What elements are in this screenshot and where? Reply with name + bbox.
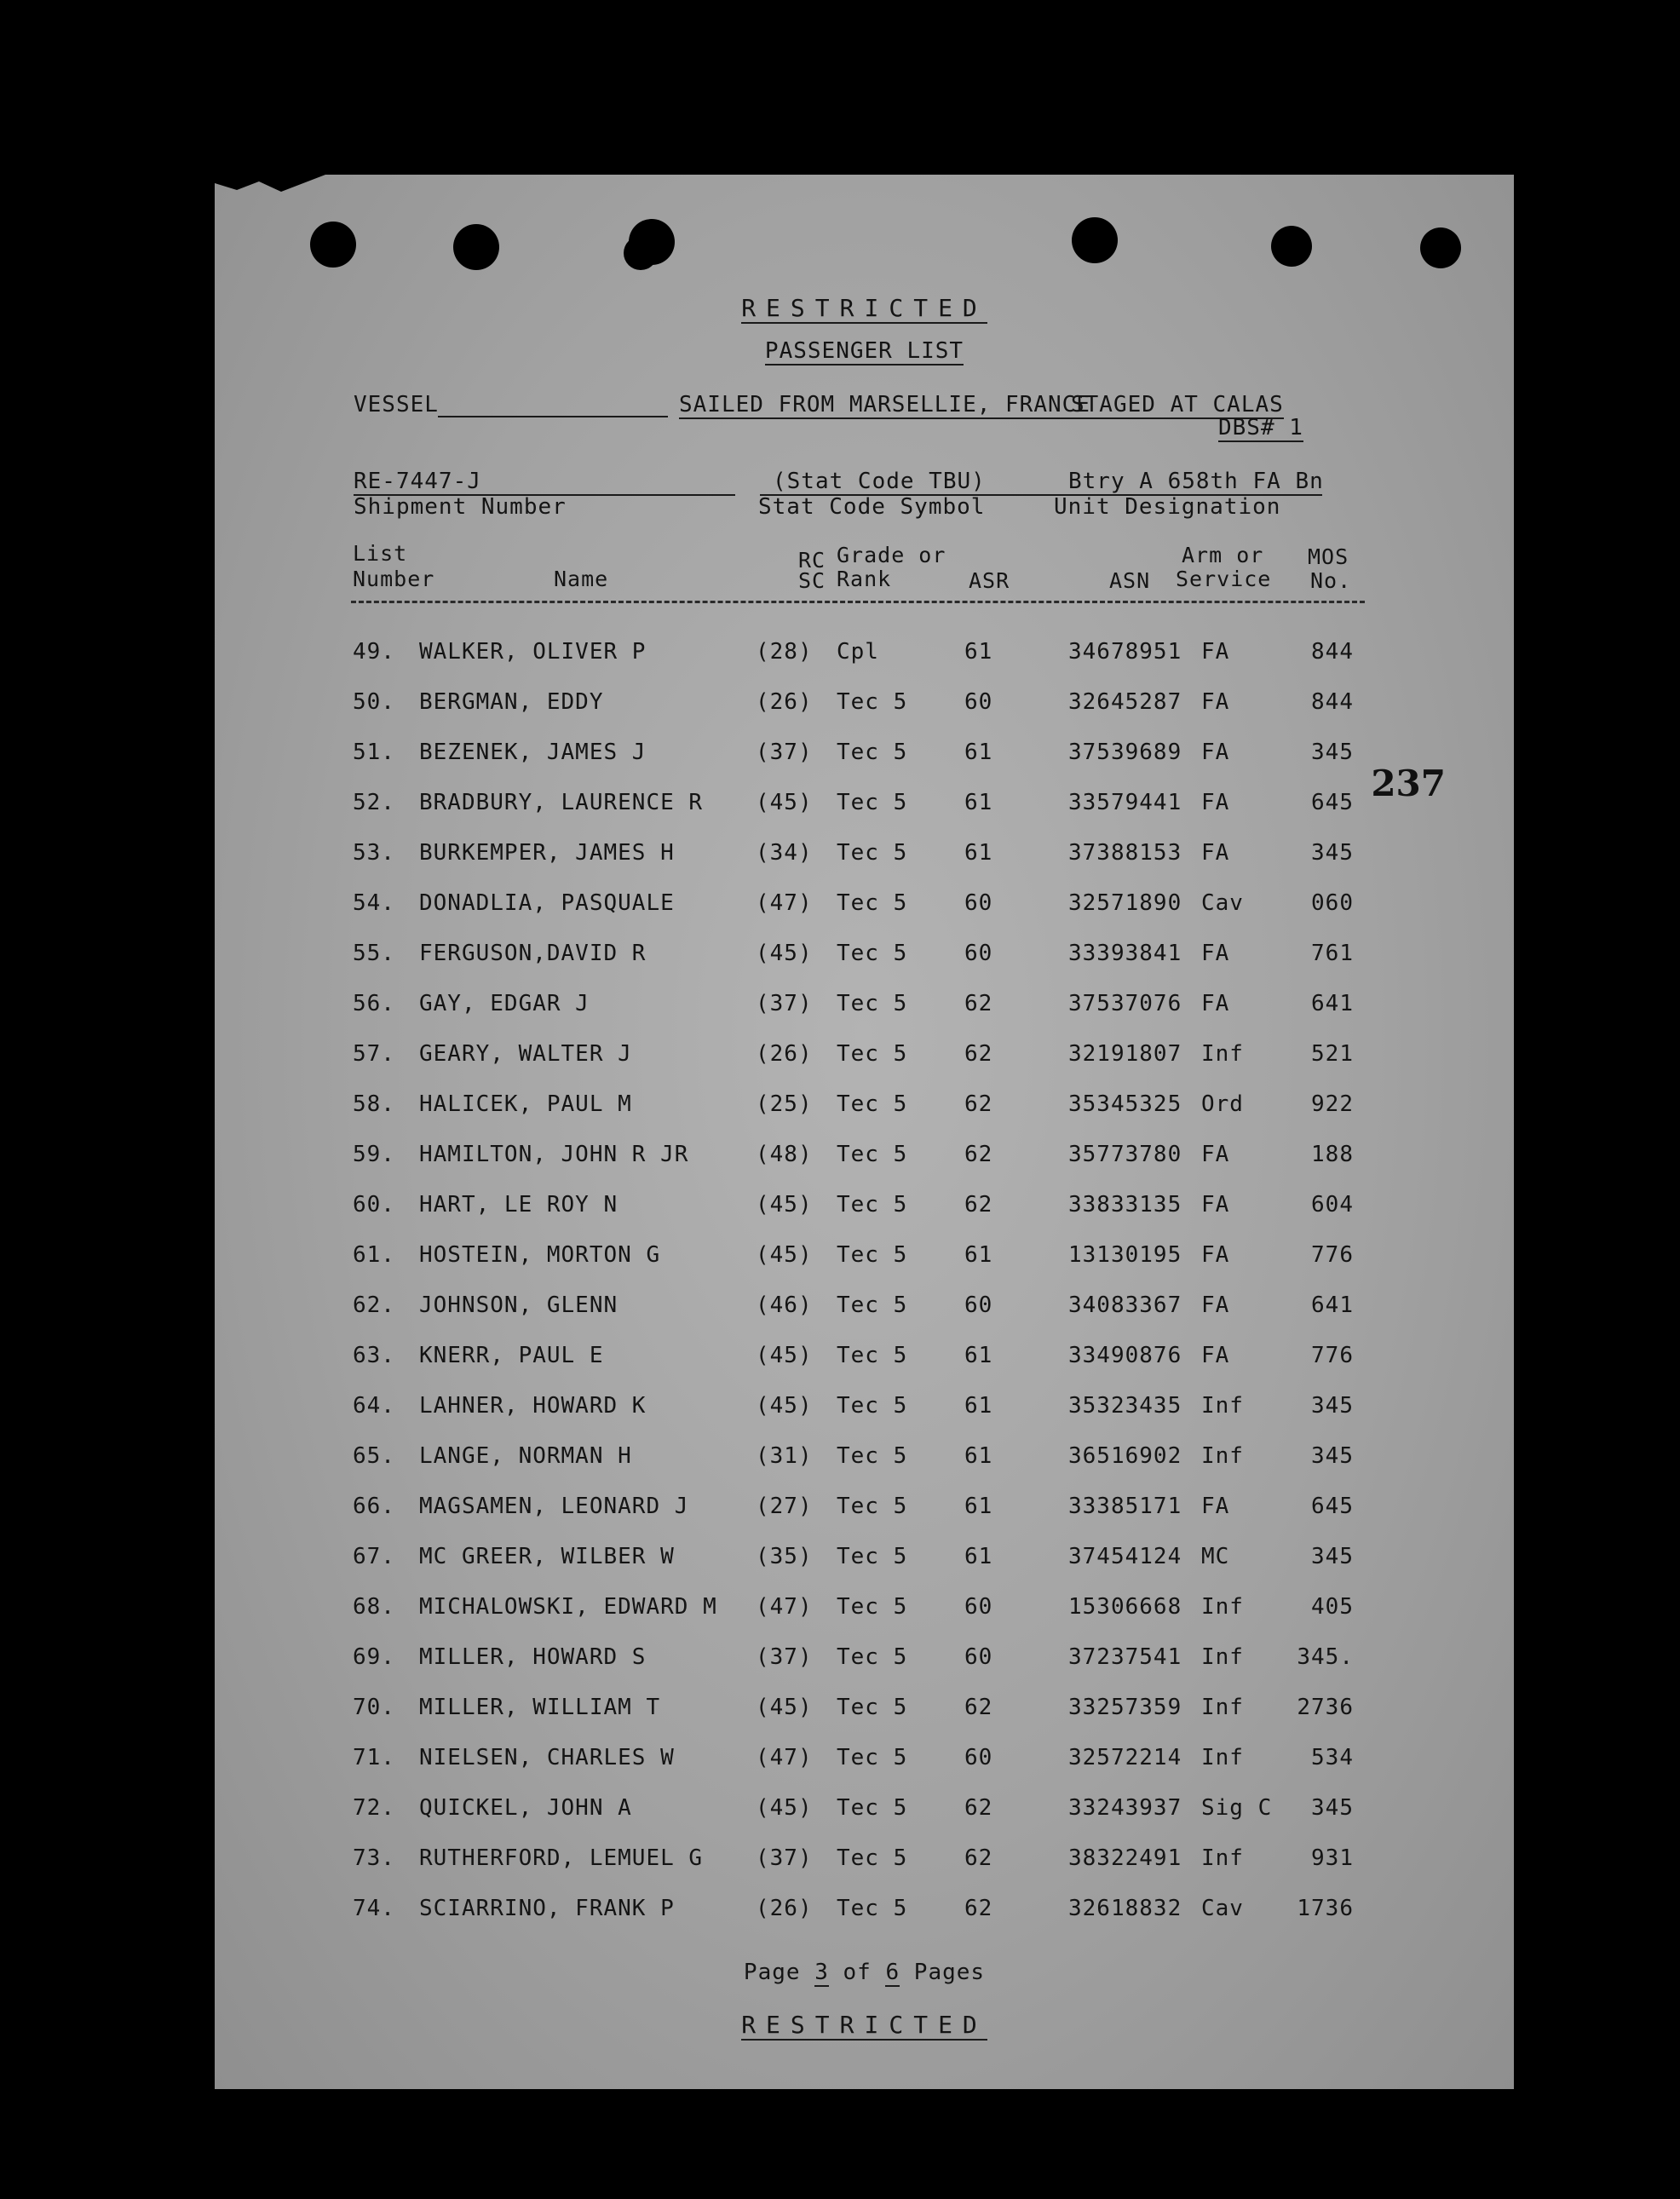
sailed-from-text: SAILED FROM MARSELLIE, FRANCE (679, 392, 1090, 417)
passenger-name: BURKEMPER, JAMES H (419, 840, 675, 866)
mos-number: 345. (1297, 1644, 1354, 1670)
passenger-name: HALICEK, PAUL M (419, 1091, 632, 1117)
passenger-name: LANGE, NORMAN H (419, 1443, 632, 1469)
shipment-number-label: Shipment Number (354, 494, 567, 520)
grade: Tec 5 (837, 689, 908, 715)
rc-sc: (37) (756, 1845, 813, 1871)
asr: 60 (964, 890, 993, 916)
rc-sc: (47) (756, 1745, 813, 1770)
mos-number: 641 (1311, 1292, 1354, 1318)
asr: 62 (964, 1192, 993, 1218)
grade: Tec 5 (837, 1745, 908, 1770)
table-row (215, 1393, 1514, 1427)
punch-hole (310, 222, 356, 268)
grade: Tec 5 (837, 941, 908, 966)
asr: 61 (964, 1343, 993, 1368)
header-divider (351, 601, 1365, 603)
mos-number: 345 (1311, 1393, 1354, 1419)
asr: 62 (964, 1896, 993, 1921)
asr: 61 (964, 639, 993, 665)
list-number: 58. (353, 1091, 395, 1117)
asn: 37388153 (1068, 840, 1182, 866)
grade: Tec 5 (837, 1544, 908, 1569)
rc-sc: (47) (756, 890, 813, 916)
arm-service: Inf (1201, 1594, 1244, 1620)
asn: 32191807 (1068, 1041, 1182, 1067)
rc-sc: (26) (756, 1896, 813, 1921)
asr: 62 (964, 1795, 993, 1821)
arm-service: FA (1201, 1142, 1230, 1167)
arm-service: Inf (1201, 1644, 1244, 1670)
table-row (215, 890, 1514, 924)
asr: 61 (964, 1242, 993, 1268)
arm-service: FA (1201, 639, 1230, 665)
col-rc-1: RC (798, 548, 826, 573)
table-row (215, 1845, 1514, 1880)
asr: 62 (964, 1695, 993, 1720)
asn: 35773780 (1068, 1142, 1182, 1167)
punch-hole (624, 236, 658, 270)
col-arm-2: Service (1176, 567, 1272, 591)
restricted-top (215, 294, 1514, 322)
rc-sc: (45) (756, 1242, 813, 1268)
rc-sc: (45) (756, 1192, 813, 1218)
passenger-name: QUICKEL, JOHN A (419, 1795, 632, 1821)
passenger-name: DONADLIA, PASQUALE (419, 890, 675, 916)
passenger-name: GEARY, WALTER J (419, 1041, 632, 1067)
grade: Tec 5 (837, 1443, 908, 1469)
table-row (215, 790, 1514, 824)
arm-service: FA (1201, 1242, 1230, 1268)
asn: 33257359 (1068, 1695, 1182, 1720)
list-number: 53. (353, 840, 395, 866)
punch-hole (1271, 226, 1312, 267)
col-mos-2: No. (1310, 568, 1352, 593)
col-mos-1: MOS (1308, 544, 1349, 569)
torn-edge (215, 175, 325, 192)
list-title-text: PASSENGER LIST (764, 338, 964, 364)
asn: 33490876 (1068, 1343, 1182, 1368)
rc-sc: (45) (756, 1343, 813, 1368)
restricted-top-text: RESTRICTED (741, 294, 987, 322)
col-list-number-2: Number (353, 567, 435, 591)
unit-designation: Btry A 658th FA Bn (1068, 469, 1324, 494)
col-grade-2: Rank (837, 567, 892, 591)
passenger-name: MILLER, WILLIAM T (419, 1695, 661, 1720)
asr: 62 (964, 1142, 993, 1167)
mos-number: 060 (1311, 890, 1354, 916)
mos-number: 844 (1311, 689, 1354, 715)
list-title (215, 338, 1514, 364)
arm-service: Inf (1201, 1845, 1244, 1871)
table-row (215, 1292, 1514, 1327)
col-name: Name (554, 567, 609, 591)
grade: Tec 5 (837, 1343, 908, 1368)
unit-designation-label: Unit Designation (1054, 494, 1281, 520)
stat-code-label: Stat Code Symbol (758, 494, 986, 520)
arm-service: Cav (1201, 1896, 1244, 1921)
table-row (215, 1041, 1514, 1075)
dbs-text: DBS# 1 (1218, 415, 1303, 440)
table-row (215, 1695, 1514, 1729)
arm-service: Inf (1201, 1041, 1244, 1067)
asr: 60 (964, 1594, 993, 1620)
stat-code: (Stat Code TBU) (773, 469, 986, 494)
list-number: 59. (353, 1142, 395, 1167)
arm-service: FA (1201, 941, 1230, 966)
arm-service: Inf (1201, 1695, 1244, 1720)
grade: Tec 5 (837, 1896, 908, 1921)
mos-number: 1736 (1297, 1896, 1354, 1921)
list-number: 54. (353, 890, 395, 916)
page-suffix: Pages (913, 1960, 986, 1985)
passenger-name: HART, LE ROY N (419, 1192, 618, 1218)
page-total: 6 (885, 1960, 900, 1985)
mos-number: 188 (1311, 1142, 1354, 1167)
rc-sc: (47) (756, 1594, 813, 1620)
mos-number: 761 (1311, 941, 1354, 966)
rc-sc: (26) (756, 1041, 813, 1067)
asr: 61 (964, 1544, 993, 1569)
passenger-name: NIELSEN, CHARLES W (419, 1745, 675, 1770)
mos-number: 645 (1311, 1494, 1354, 1519)
asn: 37539689 (1068, 740, 1182, 765)
rc-sc: (35) (756, 1544, 813, 1569)
asn: 33393841 (1068, 941, 1182, 966)
document-page (215, 175, 1514, 2089)
list-number: 49. (353, 639, 395, 665)
page-current: 3 (814, 1960, 829, 1985)
asr: 60 (964, 689, 993, 715)
passenger-name: SCIARRINO, FRANK P (419, 1896, 675, 1921)
asn: 32572214 (1068, 1745, 1182, 1770)
asn: 35345325 (1068, 1091, 1182, 1117)
asr: 61 (964, 840, 993, 866)
table-row (215, 740, 1514, 774)
list-number: 56. (353, 991, 395, 1016)
list-number: 61. (353, 1242, 395, 1268)
list-number: 72. (353, 1795, 395, 1821)
passenger-name: BRADBURY, LAURENCE R (419, 790, 704, 815)
punch-hole (1072, 217, 1118, 263)
arm-service: Inf (1201, 1443, 1244, 1469)
asn: 35323435 (1068, 1393, 1182, 1419)
table-row (215, 639, 1514, 673)
grade: Tec 5 (837, 991, 908, 1016)
mos-number: 776 (1311, 1242, 1354, 1268)
grade: Tec 5 (837, 1644, 908, 1670)
asn: 33243937 (1068, 1795, 1182, 1821)
asn: 32645287 (1068, 689, 1182, 715)
table-row (215, 689, 1514, 723)
table-row (215, 1192, 1514, 1226)
rc-sc: (28) (756, 639, 813, 665)
rc-sc: (48) (756, 1142, 813, 1167)
asr: 61 (964, 790, 993, 815)
mos-number: 641 (1311, 991, 1354, 1016)
passenger-name: FERGUSON,DAVID R (419, 941, 647, 966)
asn: 34678951 (1068, 639, 1182, 665)
mos-number: 2736 (1297, 1695, 1354, 1720)
mos-number: 345 (1311, 740, 1354, 765)
staged-at-text: STAGED AT CALAS (1071, 392, 1284, 417)
grade: Tec 5 (837, 890, 908, 916)
sailed-from (679, 392, 1090, 417)
rc-sc: (31) (756, 1443, 813, 1469)
asn: 15306668 (1068, 1594, 1182, 1620)
col-asr: ASR (969, 568, 1010, 593)
arm-service: Inf (1201, 1745, 1244, 1770)
mos-number: 931 (1311, 1845, 1354, 1871)
page-of: of (843, 1960, 872, 1985)
grade: Tec 5 (837, 840, 908, 866)
asr: 62 (964, 1845, 993, 1871)
rc-sc: (45) (756, 1695, 813, 1720)
grade: Tec 5 (837, 1494, 908, 1519)
arm-service: FA (1201, 689, 1230, 715)
asn: 33833135 (1068, 1192, 1182, 1218)
list-number: 65. (353, 1443, 395, 1469)
rc-sc: (37) (756, 991, 813, 1016)
passenger-name: MILLER, HOWARD S (419, 1644, 647, 1670)
passenger-name: WALKER, OLIVER P (419, 639, 647, 665)
asn: 33579441 (1068, 790, 1182, 815)
arm-service: Ord (1201, 1091, 1244, 1117)
arm-service: FA (1201, 1292, 1230, 1318)
mos-number: 345 (1311, 1544, 1354, 1569)
arm-service: FA (1201, 1494, 1230, 1519)
rc-sc: (46) (756, 1292, 813, 1318)
asr: 60 (964, 941, 993, 966)
table-row (215, 1494, 1514, 1528)
dbs-number (1218, 415, 1303, 440)
arm-service: FA (1201, 790, 1230, 815)
arm-service: FA (1201, 740, 1230, 765)
shipment-number: RE-7447-J (354, 469, 481, 494)
table-row (215, 1896, 1514, 1930)
arm-service: FA (1201, 1343, 1230, 1368)
arm-service: MC (1201, 1544, 1230, 1569)
list-number: 71. (353, 1745, 395, 1770)
asr: 60 (964, 1745, 993, 1770)
mos-number: 534 (1311, 1745, 1354, 1770)
rc-sc: (45) (756, 1393, 813, 1419)
rc-sc: (26) (756, 689, 813, 715)
page-stamp-number: 237 (1371, 763, 1446, 804)
list-number: 63. (353, 1343, 395, 1368)
asn: 33385171 (1068, 1494, 1182, 1519)
asr: 61 (964, 1393, 993, 1419)
col-rc-2: SC (798, 568, 826, 593)
table-row (215, 1343, 1514, 1377)
list-number: 66. (353, 1494, 395, 1519)
asr: 61 (964, 1443, 993, 1469)
grade: Tec 5 (837, 1695, 908, 1720)
grade: Tec 5 (837, 1795, 908, 1821)
list-number: 57. (353, 1041, 395, 1067)
mos-number: 776 (1311, 1343, 1354, 1368)
restricted-bottom (215, 2011, 1514, 2039)
table-row (215, 1091, 1514, 1125)
punch-hole (453, 224, 499, 270)
table-row (215, 1544, 1514, 1578)
rc-sc: (37) (756, 1644, 813, 1670)
asn: 32571890 (1068, 890, 1182, 916)
table-row (215, 1443, 1514, 1477)
mos-number: 405 (1311, 1594, 1354, 1620)
rc-sc: (34) (756, 840, 813, 866)
page-indicator (215, 1960, 1514, 1985)
rc-sc: (27) (756, 1494, 813, 1519)
asn: 13130195 (1068, 1242, 1182, 1268)
rc-sc: (45) (756, 941, 813, 966)
asn: 34083367 (1068, 1292, 1182, 1318)
passenger-name: MC GREER, WILBER W (419, 1544, 675, 1569)
arm-service: Inf (1201, 1393, 1244, 1419)
asr: 61 (964, 1494, 993, 1519)
mos-number: 604 (1311, 1192, 1354, 1218)
asn: 38322491 (1068, 1845, 1182, 1871)
rc-sc: (37) (756, 740, 813, 765)
grade: Tec 5 (837, 1292, 908, 1318)
col-grade-1: Grade or (837, 543, 946, 567)
restricted-bottom-text: RESTRICTED (741, 2011, 987, 2039)
passenger-name: KNERR, PAUL E (419, 1343, 604, 1368)
asr: 60 (964, 1292, 993, 1318)
list-number: 69. (353, 1644, 395, 1670)
arm-service: Cav (1201, 890, 1244, 916)
list-number: 64. (353, 1393, 395, 1419)
mos-number: 345 (1311, 1795, 1354, 1821)
passenger-name: HAMILTON, JOHN R JR (419, 1142, 689, 1167)
grade: Tec 5 (837, 1091, 908, 1117)
arm-service: FA (1201, 840, 1230, 866)
asn: 36516902 (1068, 1443, 1182, 1469)
mos-number: 844 (1311, 639, 1354, 665)
grade: Tec 5 (837, 1192, 908, 1218)
punch-hole (1420, 227, 1461, 268)
table-row (215, 991, 1514, 1025)
mos-number: 645 (1311, 790, 1354, 815)
table-row (215, 1242, 1514, 1276)
list-number: 62. (353, 1292, 395, 1318)
passenger-name: BERGMAN, EDDY (419, 689, 604, 715)
vessel-label: VESSEL (354, 392, 439, 417)
rc-sc: (45) (756, 790, 813, 815)
list-number: 55. (353, 941, 395, 966)
page-prefix: Page (743, 1960, 801, 1985)
passenger-name: JOHNSON, GLENN (419, 1292, 618, 1318)
grade: Tec 5 (837, 1142, 908, 1167)
passenger-name: GAY, EDGAR J (419, 991, 590, 1016)
passenger-name: HOSTEIN, MORTON G (419, 1242, 661, 1268)
table-row (215, 1745, 1514, 1779)
rc-sc: (45) (756, 1795, 813, 1821)
list-number: 51. (353, 740, 395, 765)
grade: Tec 5 (837, 740, 908, 765)
asn: 37537076 (1068, 991, 1182, 1016)
table-row (215, 1142, 1514, 1176)
arm-service: FA (1201, 991, 1230, 1016)
asr: 62 (964, 1041, 993, 1067)
vessel-line (438, 416, 668, 417)
table-row (215, 1594, 1514, 1628)
grade: Tec 5 (837, 790, 908, 815)
grade: Cpl (837, 639, 879, 665)
list-number: 67. (353, 1544, 395, 1569)
mos-number: 345 (1311, 1443, 1354, 1469)
asn: 32618832 (1068, 1896, 1182, 1921)
col-asn: ASN (1109, 568, 1151, 593)
list-number: 68. (353, 1594, 395, 1620)
passenger-name: LAHNER, HOWARD K (419, 1393, 647, 1419)
table-row (215, 840, 1514, 874)
mos-number: 521 (1311, 1041, 1354, 1067)
grade: Tec 5 (837, 1393, 908, 1419)
list-number: 52. (353, 790, 395, 815)
mos-number: 345 (1311, 840, 1354, 866)
list-number: 73. (353, 1845, 395, 1871)
asr: 62 (964, 991, 993, 1016)
grade: Tec 5 (837, 1242, 908, 1268)
passenger-name: RUTHERFORD, LEMUEL G (419, 1845, 704, 1871)
list-number: 70. (353, 1695, 395, 1720)
asn: 37454124 (1068, 1544, 1182, 1569)
passenger-name: MAGSAMEN, LEONARD J (419, 1494, 689, 1519)
grade: Tec 5 (837, 1594, 908, 1620)
arm-service: Sig C (1201, 1795, 1273, 1821)
passenger-name: MICHALOWSKI, EDWARD M (419, 1594, 717, 1620)
arm-service: FA (1201, 1192, 1230, 1218)
grade: Tec 5 (837, 1845, 908, 1871)
table-row (215, 941, 1514, 975)
rc-sc: (25) (756, 1091, 813, 1117)
table-row (215, 1644, 1514, 1678)
asr: 62 (964, 1091, 993, 1117)
list-number: 74. (353, 1896, 395, 1921)
mos-number: 922 (1311, 1091, 1354, 1117)
table-row (215, 1795, 1514, 1829)
asr: 61 (964, 740, 993, 765)
staged-at (1071, 392, 1284, 417)
asn: 37237541 (1068, 1644, 1182, 1670)
list-number: 60. (353, 1192, 395, 1218)
passenger-name: BEZENEK, JAMES J (419, 740, 647, 765)
list-number: 50. (353, 689, 395, 715)
asr: 60 (964, 1644, 993, 1670)
col-list-number-1: List (353, 541, 408, 566)
col-arm-1: Arm or (1182, 543, 1264, 567)
grade: Tec 5 (837, 1041, 908, 1067)
